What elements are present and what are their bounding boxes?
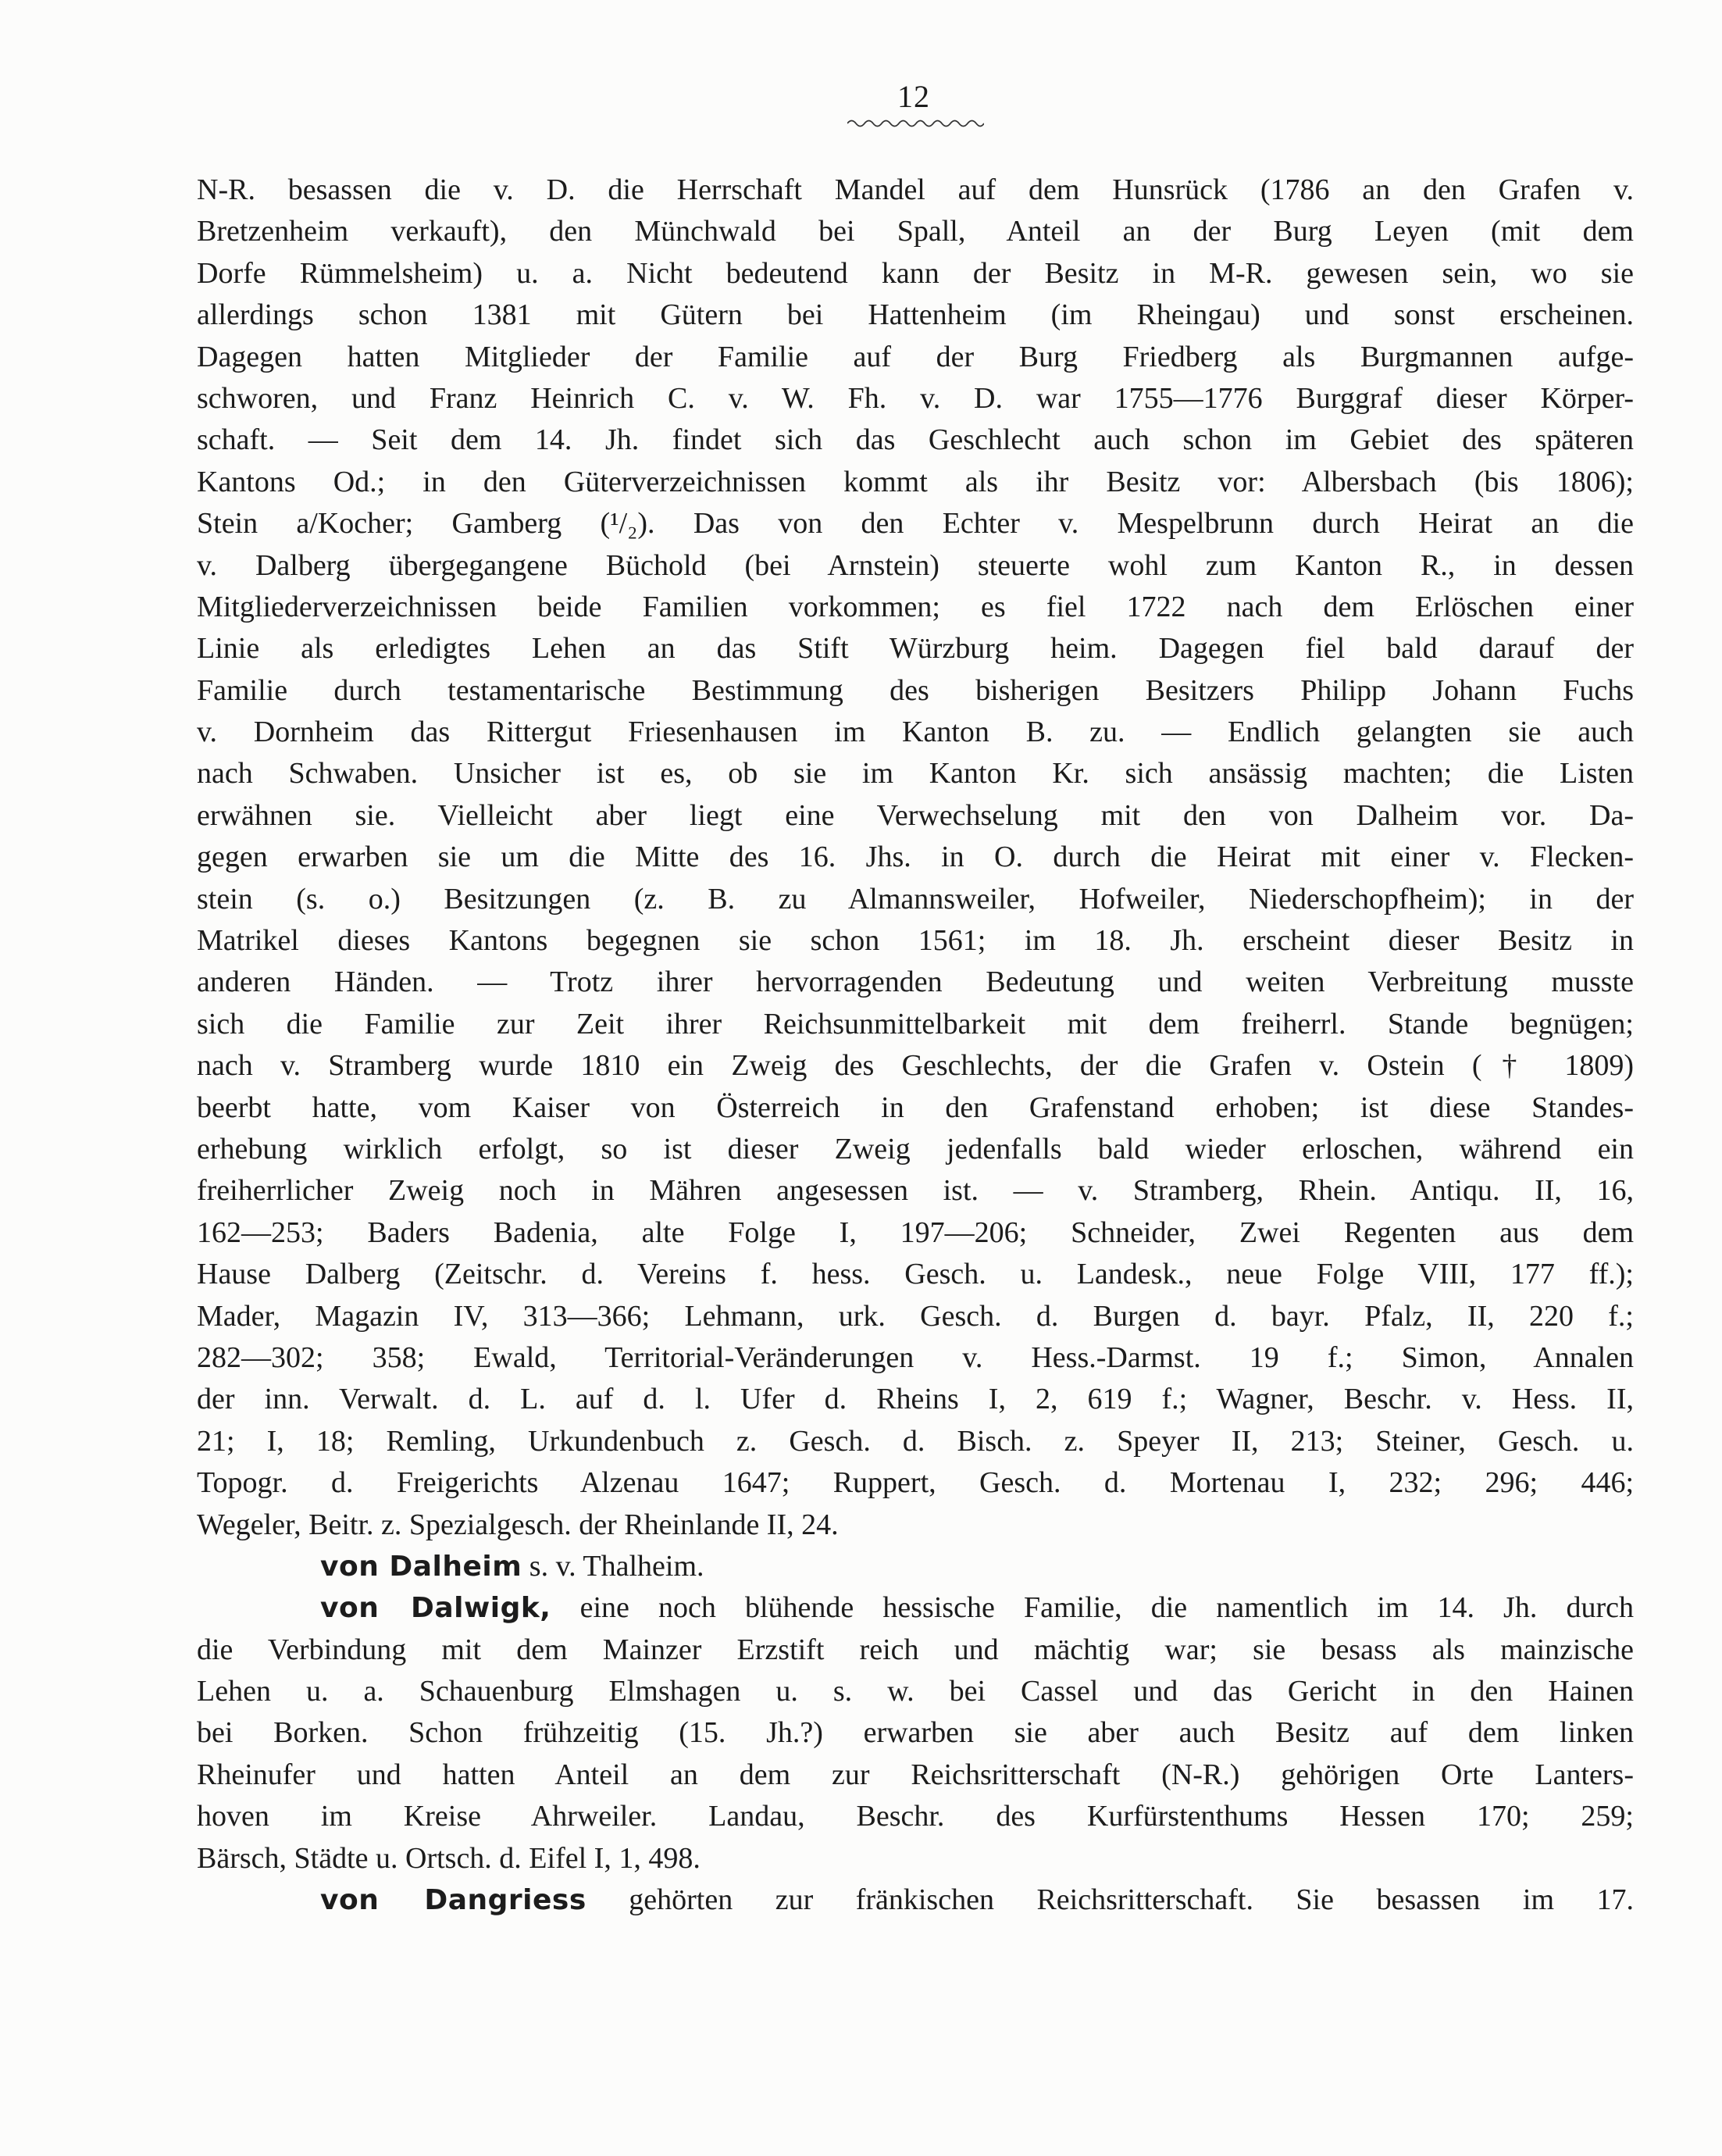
text-line: freiherrlicher Zweig noch in Mähren angesessen ist. — v. Stramberg, Rhein. Antiqu. II, 16, xyxy=(197,1174,1634,1208)
text-line: der inn. Verwalt. d. L. auf d. l. Ufer d. Rheins I, 2, 619 f.; Wagner, Beschr. v. Hess. II, xyxy=(197,1383,1634,1416)
page-number: 12 xyxy=(897,79,930,114)
text-line: Rheinufer und hatten Anteil an dem zur Reichsritterschaft (N-R.) gehörigen Orte Lanters- xyxy=(197,1758,1634,1791)
text-line: Bretzenheim verkauft), den Münchwald bei Spall, Anteil an der Burg Leyen (mit dem xyxy=(197,215,1634,248)
text-line: erhebung wirklich erfolgt, so ist dieser Zweig jedenfalls bald wieder erloschen, während ein xyxy=(197,1132,1634,1165)
text-line: v. Dalberg übergegangene Büchold (bei Arnstein) steuerte wohl zum Kanton R., in dessen xyxy=(197,548,1634,582)
text-line: sich die Familie zur Zeit ihrer Reichsunmittelbarkeit mit dem freiherrl. Stande begnügen; xyxy=(197,1007,1634,1041)
text-line: Linie als erledigtes Lehen an das Stift Würzburg heim. Dagegen fiel bald darauf der xyxy=(197,632,1634,666)
text-line: schworen, und Franz Heinrich C. v. W. Fh. v. D. war 1755—1776 Burggraf dieser Körper- xyxy=(197,381,1634,415)
text-line: v. Dornheim das Rittergut Friesenhausen im Kanton B. zu. — Endlich gelangten sie auch xyxy=(197,716,1634,749)
text-line: nach Schwaben. Unsicher ist es, ob sie im Kanton Kr. sich ansässig machten; die Listen xyxy=(197,757,1634,791)
text-line: Dagegen hatten Mitglieder der Familie auf der Burg Friedberg als Burgmannen aufge- xyxy=(197,340,1634,373)
entry-dalwigk xyxy=(197,1587,1634,1629)
entry-text: s. v. Thalheim. xyxy=(522,1549,704,1583)
entry-dalheim xyxy=(197,1546,1634,1587)
entry-text: gehörten zur fränkischen Reichsritterschaft. Sie besassen im 17. xyxy=(586,1883,1634,1917)
text-line: Bärsch, Städte u. Ortsch. d. Eifel I, 1, 498. xyxy=(197,1841,701,1875)
body-text xyxy=(197,170,1634,1921)
text-line: Kantons Od.; in den Güterverzeichnissen kommt als ihr Besitz vor: Albersbach (bis 1806); xyxy=(197,465,1634,498)
text-line: N-R. besassen die v. D. die Herrschaft Mandel auf dem Hunsrück (1786 an den Grafen v. xyxy=(197,173,1634,206)
text-line: stein (s. o.) Besitzungen (z. B. zu Almannsweiler, Hofweiler, Niederschopfheim); in der xyxy=(197,882,1634,916)
text-line: nach v. Stramberg wurde 1810 ein Zweig des Geschlechts, der die Grafen v. Ostein († 1809) xyxy=(197,1049,1634,1083)
text-line: anderen Händen. — Trotz ihrer hervorragenden Bedeutung und weiten Verbreitung musste xyxy=(197,966,1634,999)
text-line: schaft. — Seit dem 14. Jh. findet sich das Geschlecht auch schon im Gebiet des späteren xyxy=(197,423,1634,457)
text-line: Mitgliederverzeichnissen beide Familien vorkommen; es fiel 1722 nach dem Erlöschen einer xyxy=(197,590,1634,623)
text-line: 162—253; Baders Badenia, alte Folge I, 197—206; Schneider, Zwei Regenten aus dem xyxy=(197,1215,1634,1249)
text-line: erwähnen sie. Vielleicht aber liegt eine Verwechselung mit den von Dalheim vor. Da- xyxy=(197,798,1634,832)
text-line: allerdings schon 1381 mit Gütern bei Hattenheim (im Rheingau) und sonst erscheinen. xyxy=(197,298,1634,332)
entry-dangriess xyxy=(197,1879,1634,1921)
text-line: Wegeler, Beitr. z. Spezialgesch. der Rheinlande II, 24. xyxy=(197,1508,839,1541)
text-line: Lehen u. a. Schauenburg Elmshagen u. s. w. bei Cassel und das Gericht in den Hainen xyxy=(197,1675,1634,1708)
entry-text: eine noch blühende hessische Familie, die namentlich im 14. Jh. durch xyxy=(551,1591,1634,1625)
text-line: 21; I, 18; Remling, Urkundenbuch z. Gesch. d. Bisch. z. Speyer II, 213; Steiner, Gesch. u. xyxy=(197,1424,1634,1458)
text-line: die Verbindung mit dem Mainzer Erzstift reich und mächtig war; sie besass als mainzische xyxy=(197,1633,1634,1666)
entry-headword: von Dangriess xyxy=(320,1884,586,1917)
entry-headword: von Dalheim xyxy=(320,1550,522,1583)
text-line: Mader, Magazin IV, 313—366; Lehmann, urk. Gesch. d. Burgen d. bayr. Pfalz, II, 220 f.; xyxy=(197,1299,1634,1333)
entry-headword: von Dalwigk, xyxy=(320,1592,551,1625)
text-line: Hause Dalberg (Zeitschr. d. Vereins f. hess. Gesch. u. Landesk., neue Folge VIII, 177 ff.); xyxy=(197,1258,1634,1291)
text-line: Matrikel dieses Kantons begegnen sie schon 1561; im 18. Jh. erscheint dieser Besitz in xyxy=(197,924,1634,958)
text-line: 282—302; 358; Ewald, Territorial-Veränderungen v. Hess.-Darmst. 19 f.; Simon, Annalen xyxy=(197,1340,1634,1374)
wavy-rule-ornament xyxy=(847,117,984,130)
text-line: Familie durch testamentarische Bestimmung des bisherigen Besitzers Philipp Johann Fuchs xyxy=(197,673,1634,707)
text-line: Dorfe Rümmelsheim) u. a. Nicht bedeutend kann der Besitz in M-R. gewesen sein, wo sie xyxy=(197,256,1634,290)
text-line: Stein a/Kocher; Gamberg (¹/₂). Das von den Echter v. Mespelbrunn durch Heirat an die xyxy=(197,507,1634,541)
text-line: gegen erwarben sie um die Mitte des 16. Jhs. in O. durch die Heirat mit einer v. Flecken- xyxy=(197,841,1634,874)
text-line: hoven im Kreise Ahrweiler. Landau, Beschr. des Kurfürstenthums Hessen 170; 259; xyxy=(197,1800,1634,1833)
text-line: Topogr. d. Freigerichts Alzenau 1647; Ruppert, Gesch. d. Mortenau I, 232; 296; 446; xyxy=(197,1466,1634,1500)
text-line: bei Borken. Schon frühzeitig (15. Jh.?) erwarben sie aber auch Besitz auf dem linken xyxy=(197,1716,1634,1750)
text-line: beerbt hatte, vom Kaiser von Österreich in den Grafenstand erhoben; ist diese Standes- xyxy=(197,1090,1634,1124)
